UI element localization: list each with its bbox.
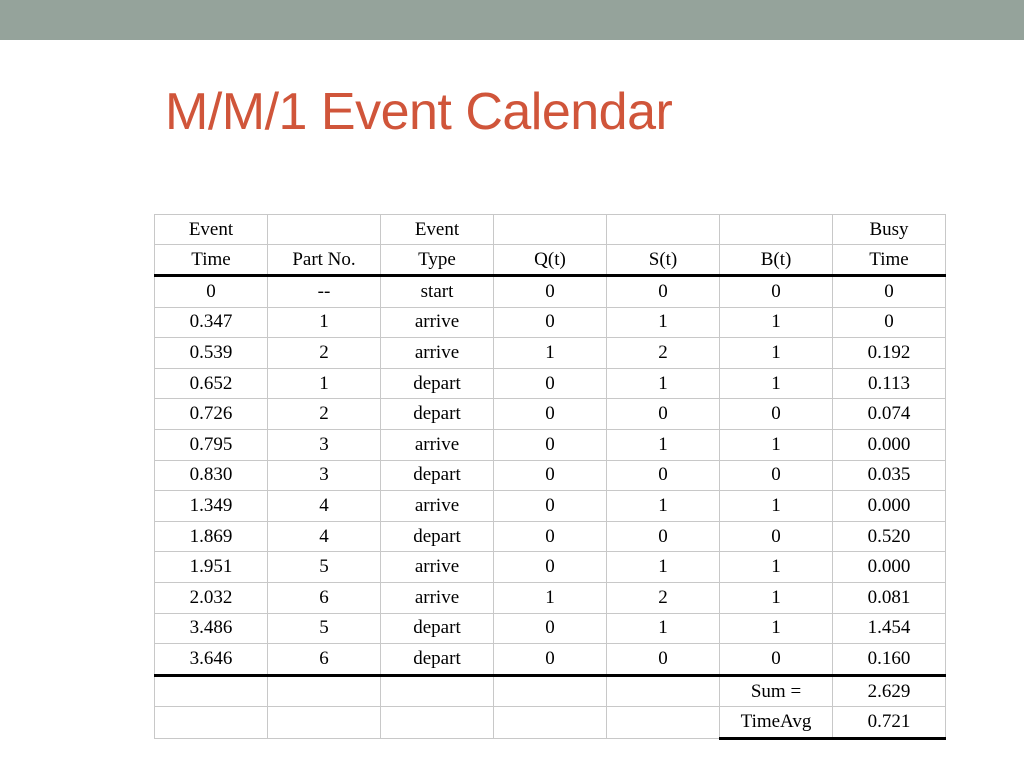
empty-cell — [268, 675, 381, 707]
table-cell: 0 — [155, 276, 268, 308]
table-cell: 0.000 — [833, 429, 946, 460]
table-cell: 2 — [268, 338, 381, 369]
table-row — [155, 429, 946, 460]
table-cell: 0 — [720, 460, 833, 491]
table-cell: 0 — [494, 276, 607, 308]
table-cell: 6 — [268, 644, 381, 676]
table-cell: 0.035 — [833, 460, 946, 491]
table-cell: 0 — [607, 644, 720, 676]
table-cell: 1.349 — [155, 491, 268, 522]
table-cell: 4 — [268, 521, 381, 552]
table-row — [155, 552, 946, 583]
table-cell: 0.081 — [833, 582, 946, 613]
table-row — [155, 399, 946, 430]
table-row — [155, 307, 946, 338]
table-cell: 1 — [720, 429, 833, 460]
sum-row — [155, 675, 946, 707]
table-cell: 0.074 — [833, 399, 946, 430]
header-cell: Type — [381, 245, 494, 276]
table-cell: 4 — [268, 491, 381, 522]
table-cell: 0 — [720, 276, 833, 308]
header-cell: Time — [833, 245, 946, 276]
table-cell: 0 — [494, 368, 607, 399]
table-cell: 0 — [494, 399, 607, 430]
time-avg-row — [155, 707, 946, 739]
table-cell: arrive — [381, 491, 494, 522]
table-cell: 0.726 — [155, 399, 268, 430]
table-cell: start — [381, 276, 494, 308]
table-cell: 1 — [494, 338, 607, 369]
table-cell: 5 — [268, 552, 381, 583]
table-cell: 3.486 — [155, 613, 268, 644]
table-row — [155, 582, 946, 613]
table-row — [155, 460, 946, 491]
table-cell: 0 — [494, 429, 607, 460]
table-row — [155, 368, 946, 399]
table-cell: 0 — [720, 521, 833, 552]
table-cell: 3 — [268, 460, 381, 491]
table-cell: 0.652 — [155, 368, 268, 399]
table-cell: depart — [381, 521, 494, 552]
header-cell — [720, 215, 833, 245]
table-cell: 0 — [720, 644, 833, 676]
table-cell: 1 — [720, 582, 833, 613]
event-calendar-table — [154, 214, 946, 740]
table-row — [155, 491, 946, 522]
table-cell: 0.347 — [155, 307, 268, 338]
table-cell: 0 — [607, 460, 720, 491]
top-accent-bar — [0, 0, 1024, 40]
table-cell: 0 — [607, 521, 720, 552]
table-cell: 1 — [720, 338, 833, 369]
sum-label: Sum = — [720, 675, 833, 707]
header-cell: Q(t) — [494, 245, 607, 276]
table-cell: 5 — [268, 613, 381, 644]
table-row — [155, 613, 946, 644]
table-row — [155, 338, 946, 369]
table-cell: 0.000 — [833, 491, 946, 522]
table-cell: 3.646 — [155, 644, 268, 676]
table-cell: 3 — [268, 429, 381, 460]
header-cell: B(t) — [720, 245, 833, 276]
table-cell: 2 — [268, 399, 381, 430]
table-cell: 1 — [494, 582, 607, 613]
table-cell: 1.951 — [155, 552, 268, 583]
table-cell: 1 — [607, 307, 720, 338]
table-cell: 0 — [494, 307, 607, 338]
empty-cell — [494, 675, 607, 707]
table-cell: 1 — [720, 613, 833, 644]
table-cell: 0 — [607, 399, 720, 430]
table-cell: 1 — [268, 307, 381, 338]
table-cell: 1 — [268, 368, 381, 399]
table-row — [155, 276, 946, 308]
sum-value: 2.629 — [833, 675, 946, 707]
table-cell: 1 — [720, 368, 833, 399]
table-cell: 0.539 — [155, 338, 268, 369]
table-cell: 0.830 — [155, 460, 268, 491]
table-cell: arrive — [381, 552, 494, 583]
table-cell: 0.795 — [155, 429, 268, 460]
table-cell: 0 — [494, 521, 607, 552]
table-cell: depart — [381, 399, 494, 430]
table-cell: 0 — [720, 399, 833, 430]
table-cell: 1 — [720, 307, 833, 338]
table-cell: 1 — [607, 552, 720, 583]
empty-cell — [494, 707, 607, 739]
table-cell: depart — [381, 368, 494, 399]
table-cell: 1 — [720, 491, 833, 522]
table-cell: 1 — [607, 491, 720, 522]
table-cell: 2 — [607, 582, 720, 613]
table-cell: 6 — [268, 582, 381, 613]
header-cell — [607, 215, 720, 245]
header-cell: Time — [155, 245, 268, 276]
header-cell — [268, 215, 381, 245]
table-cell: 2.032 — [155, 582, 268, 613]
empty-cell — [607, 675, 720, 707]
table-cell: 0 — [833, 307, 946, 338]
header-row-1 — [155, 215, 946, 245]
table-cell: depart — [381, 613, 494, 644]
table-cell: 0 — [494, 644, 607, 676]
table-cell: 0.160 — [833, 644, 946, 676]
header-cell: Event — [381, 215, 494, 245]
header-row-2 — [155, 245, 946, 276]
table-cell: 1.454 — [833, 613, 946, 644]
table-cell: 0 — [833, 276, 946, 308]
table-cell: -- — [268, 276, 381, 308]
table-cell: 0.520 — [833, 521, 946, 552]
table-cell: 1 — [720, 552, 833, 583]
empty-cell — [155, 675, 268, 707]
header-cell: Busy — [833, 215, 946, 245]
table-cell: 2 — [607, 338, 720, 369]
time-avg-label: TimeAvg — [720, 707, 833, 739]
table-cell: 0 — [607, 276, 720, 308]
table-cell: 1.869 — [155, 521, 268, 552]
table-cell: arrive — [381, 582, 494, 613]
table-cell: depart — [381, 644, 494, 676]
table-cell: 0.113 — [833, 368, 946, 399]
table-cell: 0 — [494, 613, 607, 644]
slide-title: M/M/1 Event Calendar — [165, 83, 673, 141]
header-cell: S(t) — [607, 245, 720, 276]
header-cell: Event — [155, 215, 268, 245]
empty-cell — [381, 675, 494, 707]
table-cell: 1 — [607, 368, 720, 399]
table-cell: arrive — [381, 307, 494, 338]
empty-cell — [381, 707, 494, 739]
table-cell: 0 — [494, 552, 607, 583]
table-row — [155, 521, 946, 552]
empty-cell — [268, 707, 381, 739]
table-cell: 1 — [607, 613, 720, 644]
table-row — [155, 644, 946, 676]
empty-cell — [155, 707, 268, 739]
empty-cell — [607, 707, 720, 739]
table-cell: 0.000 — [833, 552, 946, 583]
table-cell: 0 — [494, 491, 607, 522]
table-cell: arrive — [381, 429, 494, 460]
table-cell: 0.192 — [833, 338, 946, 369]
table-cell: depart — [381, 460, 494, 491]
time-avg-value: 0.721 — [833, 707, 946, 739]
table-cell: 0 — [494, 460, 607, 491]
table-cell: 1 — [607, 429, 720, 460]
header-cell — [494, 215, 607, 245]
table-cell: arrive — [381, 338, 494, 369]
header-cell: Part No. — [268, 245, 381, 276]
